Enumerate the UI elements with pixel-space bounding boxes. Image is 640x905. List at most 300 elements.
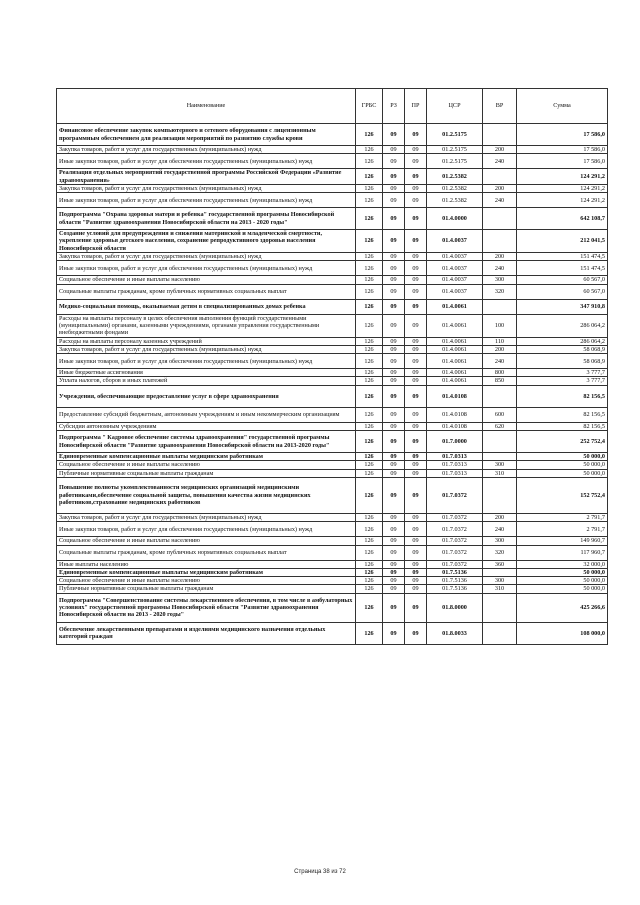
cell-grbs: 126 [356,622,383,644]
cell-vr [483,385,517,407]
cell-pr: 09 [405,146,427,154]
cell-vr: 240 [483,261,517,276]
cell-csr: 01.7.0313 [427,453,483,461]
cell-sum: 124 291,2 [517,169,608,185]
cell-vr: 300 [483,461,517,469]
cell-grbs: 126 [356,568,383,576]
cell-grbs: 126 [356,354,383,369]
cell-sum: 151 474,5 [517,261,608,276]
cell-csr: 01.4.0108 [427,422,483,430]
cell-pr: 09 [405,461,427,469]
cell-csr: 01.7.5136 [427,577,483,585]
cell-name: Медико-социальная помощь, оказываемая детям в специализированных домах ребенка [57,299,356,314]
cell-csr: 01.7.0372 [427,513,483,521]
cell-name: Иные бюджетные ассигнования [57,369,356,377]
cell-pr: 09 [405,230,427,253]
cell-pr: 09 [405,299,427,314]
cell-csr: 01.7.0372 [427,545,483,560]
cell-csr: 01.2.5382 [427,184,483,192]
cell-csr: 01.8.0000 [427,593,483,622]
cell-sum: 124 291,2 [517,193,608,208]
cell-rz: 09 [383,253,405,261]
cell-pr: 09 [405,568,427,576]
table-row [57,522,608,537]
cell-sum: 17 586,0 [517,146,608,154]
cell-vr [483,124,517,146]
header-vr: ВР [483,89,517,124]
cell-name: Подпрограмма "Охрана здоровья матери и ребенка" государственной программы Новосибирской области "Развитие здравоохранения Новосибирской области на 2013 - 2020 годы" [57,208,356,230]
cell-rz: 09 [383,537,405,545]
cell-csr: 01.7.0372 [427,522,483,537]
cell-csr: 01.4.0061 [427,337,483,345]
cell-vr: 620 [483,422,517,430]
cell-pr: 09 [405,477,427,513]
header-csr: ЦСР [427,89,483,124]
cell-vr: 320 [483,545,517,560]
cell-csr: 01.4.0037 [427,284,483,299]
table-row [57,261,608,276]
cell-rz: 09 [383,337,405,345]
cell-vr: 600 [483,407,517,422]
cell-name: Расходы на выплаты персоналу казенных учреждений [57,337,356,345]
table-row [57,337,608,345]
cell-pr: 09 [405,345,427,353]
cell-rz: 09 [383,477,405,513]
cell-grbs: 126 [356,477,383,513]
table-row [57,477,608,513]
cell-vr: 800 [483,369,517,377]
cell-pr: 09 [405,522,427,537]
cell-grbs: 126 [356,522,383,537]
table-row [57,469,608,477]
cell-rz: 09 [383,385,405,407]
cell-name: Иные закупки товаров, работ и услуг для обеспечения государственных (муниципальных) нужд [57,354,356,369]
cell-sum: 82 156,5 [517,407,608,422]
cell-csr: 01.2.5382 [427,193,483,208]
table-header-row [57,89,608,124]
table-row [57,537,608,545]
table-row [57,354,608,369]
table-row [57,560,608,568]
cell-name: Иные выплаты населению [57,560,356,568]
cell-vr: 240 [483,522,517,537]
cell-rz: 09 [383,585,405,593]
table-row [57,154,608,169]
cell-pr: 09 [405,337,427,345]
cell-vr: 200 [483,146,517,154]
cell-sum: 17 586,0 [517,154,608,169]
cell-grbs: 126 [356,431,383,453]
table-row [57,230,608,253]
cell-rz: 09 [383,146,405,154]
cell-rz: 09 [383,568,405,576]
cell-pr: 09 [405,577,427,585]
cell-csr: 01.4.0061 [427,345,483,353]
budget-table [56,88,608,645]
cell-vr [483,299,517,314]
table-row [57,299,608,314]
table-row [57,345,608,353]
cell-rz: 09 [383,522,405,537]
cell-grbs: 126 [356,276,383,284]
cell-rz: 09 [383,469,405,477]
cell-name: Публичные нормативные социальные выплаты гражданам [57,469,356,477]
cell-sum: 82 156,5 [517,385,608,407]
table-row [57,276,608,284]
table-row [57,577,608,585]
cell-vr: 320 [483,284,517,299]
cell-sum: 50 000,0 [517,585,608,593]
cell-grbs: 126 [356,345,383,353]
header-name: Наименование [57,89,356,124]
cell-name: Социальное обеспечение и иные выплаты населению [57,577,356,585]
cell-csr: 01.7.0000 [427,431,483,453]
cell-grbs: 126 [356,513,383,521]
cell-grbs: 126 [356,299,383,314]
table-body [57,124,608,645]
cell-sum: 347 910,8 [517,299,608,314]
header-rz: РЗ [383,89,405,124]
cell-pr: 09 [405,261,427,276]
cell-grbs: 126 [356,261,383,276]
cell-rz: 09 [383,407,405,422]
cell-grbs: 126 [356,560,383,568]
cell-name: Уплата налогов, сборов и иных платежей [57,377,356,385]
cell-grbs: 126 [356,193,383,208]
cell-grbs: 126 [356,422,383,430]
cell-pr: 09 [405,284,427,299]
cell-rz: 09 [383,545,405,560]
header-pr: ПР [405,89,427,124]
cell-grbs: 126 [356,208,383,230]
cell-grbs: 126 [356,284,383,299]
cell-name: Единовременные компенсационные выплаты медицинским работникам [57,568,356,576]
cell-sum: 50 000,0 [517,461,608,469]
cell-csr: 01.2.5175 [427,124,483,146]
cell-vr: 200 [483,345,517,353]
cell-vr: 300 [483,537,517,545]
cell-vr [483,431,517,453]
cell-rz: 09 [383,369,405,377]
table-row [57,461,608,469]
cell-rz: 09 [383,124,405,146]
cell-csr: 01.7.5136 [427,585,483,593]
cell-name: Социальное обеспечение и иные выплаты населению [57,537,356,545]
cell-rz: 09 [383,314,405,337]
cell-csr: 01.4.0061 [427,369,483,377]
cell-pr: 09 [405,453,427,461]
cell-pr: 09 [405,513,427,521]
cell-csr: 01.4.0108 [427,407,483,422]
cell-grbs: 126 [356,453,383,461]
cell-csr: 01.4.0037 [427,253,483,261]
table-row [57,568,608,576]
cell-rz: 09 [383,354,405,369]
cell-vr: 200 [483,184,517,192]
cell-sum: 212 041,5 [517,230,608,253]
cell-pr: 09 [405,560,427,568]
budget-table-container [56,88,607,645]
cell-vr: 200 [483,513,517,521]
table-row [57,431,608,453]
cell-grbs: 126 [356,169,383,185]
cell-grbs: 126 [356,577,383,585]
cell-sum: 124 291,2 [517,184,608,192]
cell-name: Расходы на выплаты персоналу в целях обеспечения выполнения функций государственными (муниципальными) органами, казенными учреждениями, органами управления государственными внебюджетными фондами [57,314,356,337]
cell-grbs: 126 [356,407,383,422]
cell-sum: 50 000,0 [517,453,608,461]
cell-pr: 09 [405,377,427,385]
cell-grbs: 126 [356,314,383,337]
cell-name: Закупка товаров, работ и услуг для государственных (муниципальных) нужд [57,513,356,521]
cell-name: Учреждения, обеспечивающие предоставление услуг в сфере здравоохранения [57,385,356,407]
cell-vr [483,169,517,185]
cell-grbs: 126 [356,124,383,146]
cell-name: Обеспечение лекарственными препаратами и изделиями медицинского назначения отдельных категорий граждан [57,622,356,644]
cell-vr: 100 [483,314,517,337]
cell-rz: 09 [383,513,405,521]
cell-vr: 240 [483,354,517,369]
cell-pr: 09 [405,276,427,284]
cell-rz: 09 [383,345,405,353]
cell-rz: 09 [383,261,405,276]
cell-pr: 09 [405,184,427,192]
cell-pr: 09 [405,208,427,230]
cell-pr: 09 [405,422,427,430]
cell-rz: 09 [383,461,405,469]
cell-pr: 09 [405,537,427,545]
cell-grbs: 126 [356,369,383,377]
cell-csr: 01.4.0037 [427,261,483,276]
cell-vr: 310 [483,469,517,477]
cell-csr: 01.2.5175 [427,154,483,169]
cell-sum: 3 777,7 [517,369,608,377]
cell-vr: 200 [483,253,517,261]
cell-pr: 09 [405,193,427,208]
cell-pr: 09 [405,354,427,369]
cell-vr: 850 [483,377,517,385]
table-row [57,314,608,337]
cell-csr: 01.2.5382 [427,169,483,185]
cell-sum: 425 266,6 [517,593,608,622]
cell-sum: 3 777,7 [517,377,608,385]
cell-sum: 117 960,7 [517,545,608,560]
cell-vr [483,622,517,644]
cell-csr: 01.7.0313 [427,461,483,469]
cell-name: Иные закупки товаров, работ и услуг для обеспечения государственных (муниципальных) нужд [57,154,356,169]
cell-rz: 09 [383,193,405,208]
cell-grbs: 126 [356,377,383,385]
cell-name: Социальное обеспечение и иные выплаты населению [57,276,356,284]
cell-sum: 82 156,5 [517,422,608,430]
cell-sum: 152 752,4 [517,477,608,513]
page-footer: Страница 38 из 72 [294,869,346,875]
cell-pr: 09 [405,385,427,407]
cell-grbs: 126 [356,537,383,545]
cell-rz: 09 [383,431,405,453]
cell-pr: 09 [405,253,427,261]
cell-grbs: 126 [356,385,383,407]
cell-csr: 01.4.0000 [427,208,483,230]
cell-grbs: 126 [356,545,383,560]
cell-vr [483,230,517,253]
cell-sum: 108 000,0 [517,622,608,644]
cell-grbs: 126 [356,469,383,477]
cell-name: Повышение полноты укомплектованности медицинских организаций медицинскими работниками,обеспечение социальной защиты, повышения качества жизни медицинских работников,страхование медицинских работников [57,477,356,513]
cell-pr: 09 [405,622,427,644]
cell-name: Иные закупки товаров, работ и услуг для обеспечения государственных (муниципальных) нужд [57,522,356,537]
table-row [57,284,608,299]
cell-sum: 50 000,0 [517,577,608,585]
table-row [57,193,608,208]
cell-name: Иные закупки товаров, работ и услуг для обеспечения государственных (муниципальных) нужд [57,261,356,276]
cell-grbs: 126 [356,184,383,192]
cell-rz: 09 [383,169,405,185]
cell-sum: 2 791,7 [517,513,608,521]
cell-pr: 09 [405,169,427,185]
cell-rz: 09 [383,154,405,169]
cell-pr: 09 [405,593,427,622]
cell-csr: 01.4.0108 [427,385,483,407]
table-row [57,513,608,521]
cell-sum: 58 068,9 [517,345,608,353]
cell-csr: 01.4.0037 [427,230,483,253]
cell-rz: 09 [383,299,405,314]
cell-csr: 01.4.0061 [427,377,483,385]
cell-rz: 09 [383,184,405,192]
cell-sum: 151 474,5 [517,253,608,261]
cell-name: Создание условий для предупреждения и снижения материнской и младенческой смертности, укрепление здоровья детского населения, сохранение репродуктивного здоровья населения Новосибирской области [57,230,356,253]
cell-rz: 09 [383,422,405,430]
cell-pr: 09 [405,545,427,560]
cell-name: Закупка товаров, работ и услуг для государственных (муниципальных) нужд [57,253,356,261]
cell-csr: 01.4.0037 [427,276,483,284]
cell-sum: 2 791,7 [517,522,608,537]
cell-csr: 01.4.0061 [427,299,483,314]
table-row [57,377,608,385]
cell-grbs: 126 [356,593,383,622]
cell-vr [483,453,517,461]
cell-sum: 642 108,7 [517,208,608,230]
cell-vr [483,568,517,576]
cell-grbs: 126 [356,154,383,169]
cell-csr: 01.4.0061 [427,314,483,337]
table-row [57,253,608,261]
cell-pr: 09 [405,431,427,453]
cell-name: Социальные выплаты гражданам, кроме публичных нормативных социальных выплат [57,545,356,560]
header-sum: Сумма [517,89,608,124]
table-row [57,169,608,185]
cell-name: Закупка товаров, работ и услуг для государственных (муниципальных) нужд [57,184,356,192]
cell-rz: 09 [383,230,405,253]
cell-sum: 60 567,0 [517,284,608,299]
cell-name: Финансовое обеспечение закупок компьютерного и сетевого оборудования с лицензионным программным обеспечением для реализации мероприятий по развитию службы крови [57,124,356,146]
cell-grbs: 126 [356,461,383,469]
table-row [57,124,608,146]
cell-csr: 01.8.0033 [427,622,483,644]
table-row [57,585,608,593]
cell-csr: 01.7.0372 [427,477,483,513]
cell-name: Социальное обеспечение и иные выплаты населению [57,461,356,469]
cell-sum: 286 064,2 [517,314,608,337]
cell-rz: 09 [383,560,405,568]
cell-sum: 50 000,0 [517,469,608,477]
cell-rz: 09 [383,208,405,230]
table-row [57,208,608,230]
table-row [57,593,608,622]
cell-vr [483,593,517,622]
cell-name: Публичные нормативные социальные выплаты гражданам [57,585,356,593]
cell-name: Подпрограмма " Кадровое обеспечение системы здравоохранения" государственной программы Новосибирской области "Развитие здравоохранения Новосибирской области на 2013-2020 годы" [57,431,356,453]
cell-csr: 01.7.5136 [427,568,483,576]
cell-sum: 149 960,7 [517,537,608,545]
cell-name: Подпрограмма "Совершенствование системы лекарственного обеспечения, в том числе в амбулаторных условиях" государственной программы Новосибирской области "Развитие здравоохранения Новосибирской области на 2013 - 2020 годы" [57,593,356,622]
cell-sum: 50 000,0 [517,568,608,576]
cell-grbs: 126 [356,337,383,345]
cell-rz: 09 [383,593,405,622]
cell-name: Иные закупки товаров, работ и услуг для обеспечения государственных (муниципальных) нужд [57,193,356,208]
cell-pr: 09 [405,314,427,337]
cell-vr: 110 [483,337,517,345]
cell-pr: 09 [405,469,427,477]
cell-pr: 09 [405,154,427,169]
cell-rz: 09 [383,453,405,461]
header-grbs: ГРБС [356,89,383,124]
cell-csr: 01.4.0061 [427,354,483,369]
cell-csr: 01.7.0372 [427,560,483,568]
cell-grbs: 126 [356,230,383,253]
table-row [57,422,608,430]
cell-vr: 240 [483,154,517,169]
cell-vr: 240 [483,193,517,208]
cell-sum: 17 586,0 [517,124,608,146]
cell-vr: 310 [483,585,517,593]
cell-rz: 09 [383,377,405,385]
table-row [57,184,608,192]
cell-pr: 09 [405,585,427,593]
cell-name: Реализация отдельных мероприятий государственной программы Российской Федерации «Развитие здравоохранения» [57,169,356,185]
cell-vr [483,208,517,230]
table-row [57,385,608,407]
cell-grbs: 126 [356,146,383,154]
cell-name: Закупка товаров, работ и услуг для государственных (муниципальных) нужд [57,146,356,154]
cell-sum: 60 567,0 [517,276,608,284]
cell-pr: 09 [405,124,427,146]
table-row [57,146,608,154]
cell-sum: 58 068,9 [517,354,608,369]
cell-sum: 32 000,0 [517,560,608,568]
cell-pr: 09 [405,407,427,422]
cell-name: Предоставление субсидий бюджетным, автономным учреждениям и иным некоммерческим организациям [57,407,356,422]
table-row [57,453,608,461]
cell-vr [483,477,517,513]
cell-rz: 09 [383,284,405,299]
cell-rz: 09 [383,622,405,644]
table-row [57,545,608,560]
cell-vr: 300 [483,577,517,585]
cell-grbs: 126 [356,585,383,593]
cell-pr: 09 [405,369,427,377]
cell-name: Социальные выплаты гражданам, кроме публичных нормативных социальных выплат [57,284,356,299]
cell-sum: 286 064,2 [517,337,608,345]
cell-vr: 360 [483,560,517,568]
cell-name: Субсидии автономным учреждениям [57,422,356,430]
cell-name: Закупка товаров, работ и услуг для государственных (муниципальных) нужд [57,345,356,353]
table-row [57,369,608,377]
cell-vr: 300 [483,276,517,284]
cell-csr: 01.7.0372 [427,537,483,545]
cell-csr: 01.7.0313 [427,469,483,477]
